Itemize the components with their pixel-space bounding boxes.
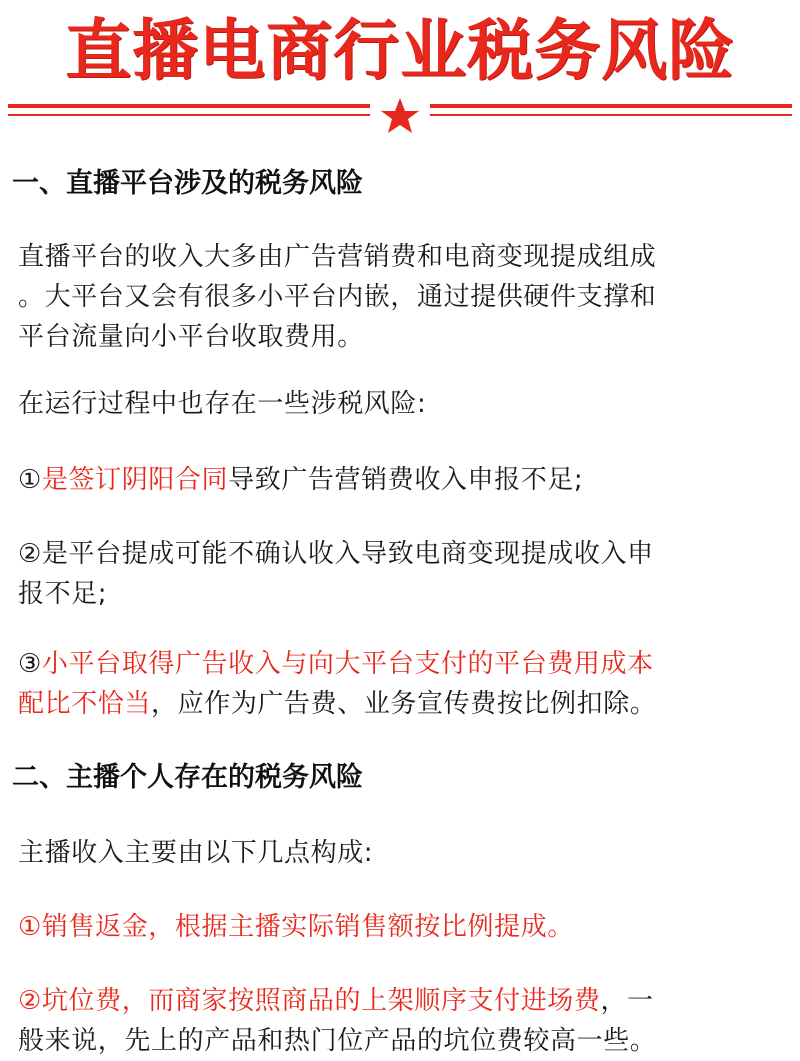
item-highlight: ②坑位费，而商家按照商品的上架顺序支付进场费 <box>18 986 601 1016</box>
section1-risk-intro: 在运行过程中也存在一些涉税风险: <box>18 389 427 419</box>
item-highlight: 配比不恰当 <box>18 689 152 719</box>
paragraph-line: 。大平台又会有很多小平台内嵌，通过提供硬件支撑和 <box>18 282 657 312</box>
item-text: ，一 <box>600 986 654 1016</box>
item-text: 导致广告营销费收入申报不足; <box>228 465 584 495</box>
section1-item-1 <box>18 460 788 500</box>
divider-rule-right-bottom <box>430 114 792 116</box>
paragraph-line: 平台流量向小平台收取费用。 <box>18 322 364 352</box>
item-highlight: ①销售返金，根据主播实际销售额按比例提成。 <box>18 912 574 942</box>
item-highlight: 是签订阴阳合同 <box>41 465 229 495</box>
section2-intro: 主播收入主要由以下几点构成: <box>18 838 374 868</box>
page-title: 直播电商行业税务风险 <box>65 12 735 89</box>
item-number: ① <box>18 465 42 495</box>
item-line: ②是平台提成可能不确认收入导致电商变现提成收入申 <box>18 539 654 569</box>
divider-rule-right-top <box>430 104 792 108</box>
section1-item-2 <box>18 534 788 614</box>
star-icon <box>380 98 420 134</box>
section2-item-2 <box>18 981 788 1061</box>
section1-item-3 <box>18 644 788 724</box>
item-highlight: 小平台取得广告收入与向大平台支付的平台费用成本 <box>41 649 654 679</box>
title-divider <box>0 98 800 134</box>
item-line: 报不足; <box>18 579 108 609</box>
item-number: ③ <box>18 649 42 679</box>
divider-rule-left-top <box>8 104 370 108</box>
item-text: ，应作为广告费、业务宣传费按比例扣除。 <box>151 689 657 719</box>
divider-rule-left-bottom <box>8 114 370 116</box>
section2-heading: 二、主播个人存在的税务风险 <box>12 762 363 793</box>
paragraph-line: 直播平台的收入大多由广告营销费和电商变现提成组成 <box>18 242 657 272</box>
section2-item-1 <box>18 907 788 947</box>
section1-heading: 一、直播平台涉及的税务风险 <box>12 168 363 199</box>
section1-intro-paragraph <box>18 237 788 357</box>
item-line: 般来说，先上的产品和热门位产品的坑位费较高一些。 <box>18 1026 657 1056</box>
